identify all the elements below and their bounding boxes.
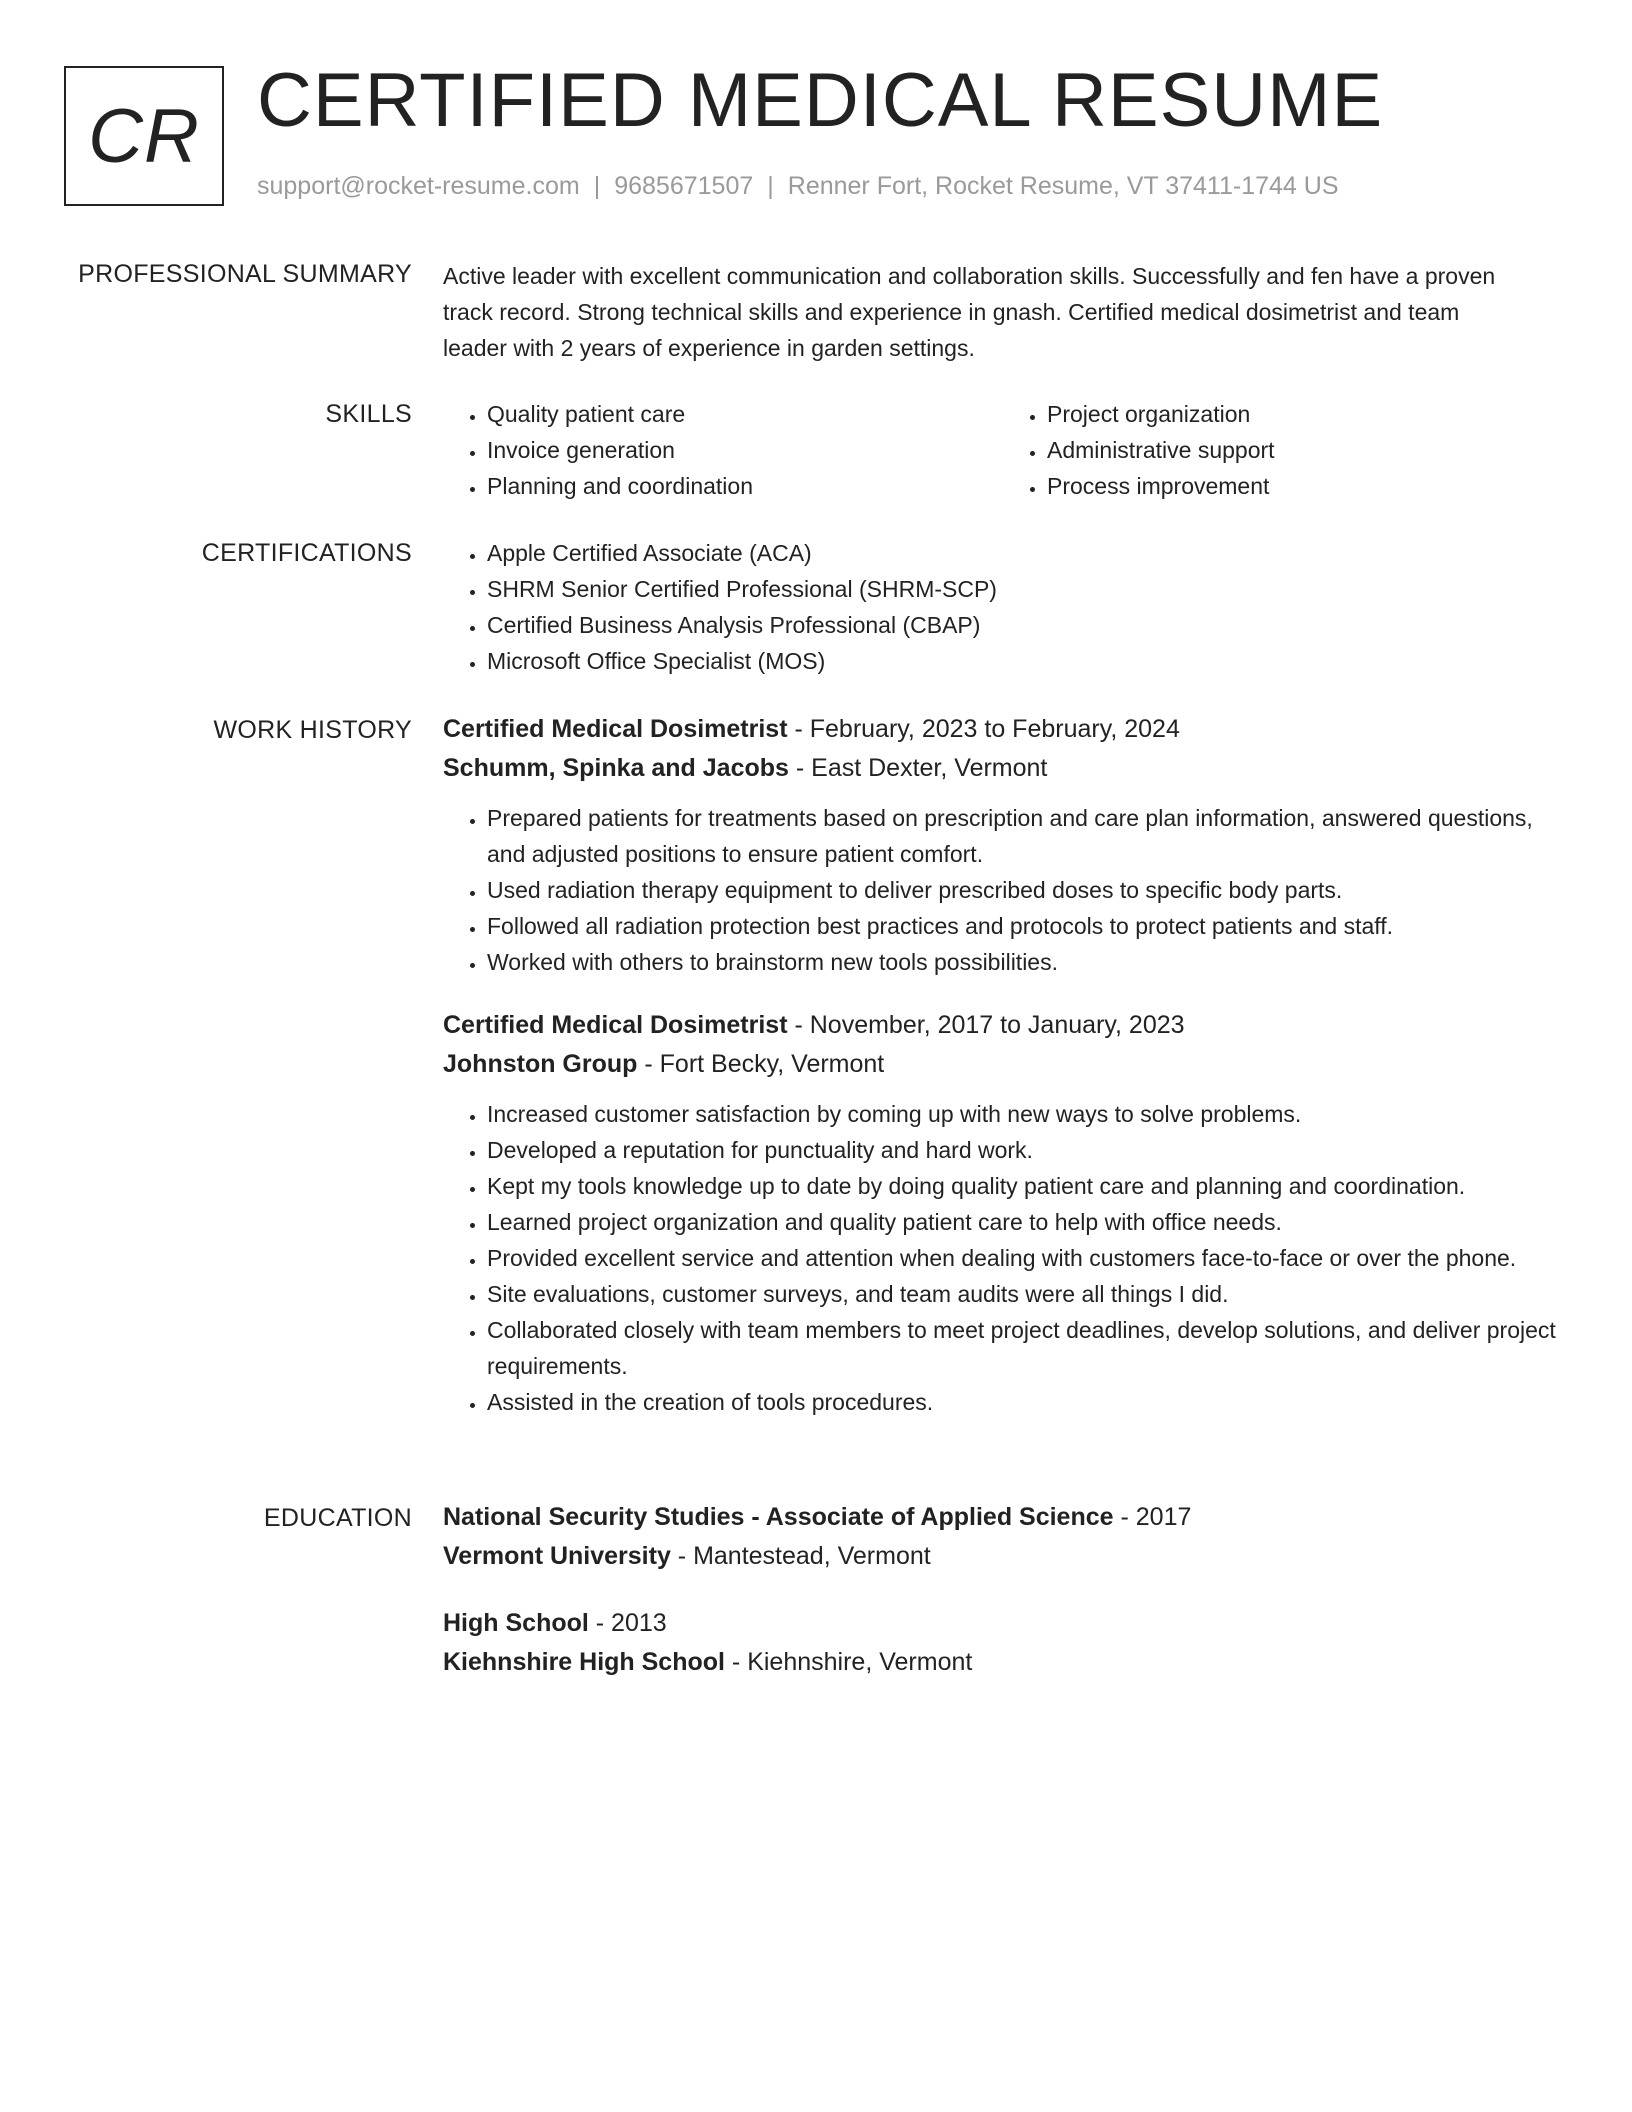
contact-phone: 9685671507 — [614, 172, 754, 200]
skill-item: • Invoice generation — [487, 432, 1003, 468]
education-school: Vermont University — [443, 1542, 671, 1570]
skill-item: • Quality patient care — [487, 396, 1003, 432]
job-title-line — [443, 710, 1563, 749]
skill-item: • Process improvement — [1047, 468, 1563, 504]
job-company-line — [443, 1045, 1563, 1084]
job-company: Johnston Group — [443, 1050, 638, 1078]
education-body — [443, 1498, 1563, 1710]
job-company: Schumm, Spinka and Jacobs — [443, 754, 789, 782]
education-degree: National Security Studies - Associate of Applied Science — [443, 1503, 1114, 1531]
skill-item: • Planning and coordination — [487, 468, 1003, 504]
resume-title: CERTIFIED MEDICAL RESUME — [257, 58, 1384, 143]
job-duty: • Learned project organization and quality patient care to help with office needs. — [487, 1204, 1563, 1240]
certifications-list — [443, 535, 1563, 679]
education-school-line — [443, 1537, 1563, 1576]
contact-separator: | — [593, 172, 601, 200]
job-duty: • Followed all radiation protection best practices and protocols to protect patients and staff. — [487, 908, 1563, 944]
section-heading: PROFESSIONAL SUMMARY — [78, 260, 412, 288]
job-location: - Fort Becky, Vermont — [637, 1050, 885, 1078]
job-duty: • Provided excellent service and attention when dealing with customers face-to-face or over the phone. — [487, 1240, 1563, 1276]
education-year: - 2013 — [588, 1609, 667, 1637]
job-duty: • Developed a reputation for punctuality and hard work. — [487, 1132, 1563, 1168]
skills-body — [443, 396, 1563, 504]
contact-line — [257, 172, 1339, 201]
job-location: - East Dexter, Vermont — [788, 754, 1048, 782]
job-duty: • Assisted in the creation of tools procedures. — [487, 1384, 1563, 1420]
education-location: - Mantestead, Vermont — [670, 1542, 931, 1570]
monogram-text: CR — [88, 93, 200, 179]
education-degree-line — [443, 1498, 1563, 1537]
job-company-line — [443, 749, 1563, 788]
monogram-logo — [64, 66, 224, 206]
certifications-body — [443, 535, 1563, 679]
job-title: Certified Medical Dosimetrist — [443, 1011, 788, 1039]
certification-item: • Certified Business Analysis Professional (CBAP) — [487, 607, 1563, 643]
contact-email: support@rocket-resume.com — [257, 172, 580, 200]
section-heading: WORK HISTORY — [213, 716, 412, 744]
job-duty: • Collaborated closely with team members to meet project deadlines, develop solutions, and deliver project requirements. — [487, 1312, 1563, 1384]
job-duty: • Worked with others to brainstorm new tools possibilities. — [487, 944, 1563, 980]
contact-address: Renner Fort, Rocket Resume, VT 37411-1744 US — [787, 172, 1339, 200]
job-dates: - November, 2017 to January, 2023 — [787, 1011, 1185, 1039]
job-duties-list — [443, 800, 1563, 980]
section-heading: EDUCATION — [263, 1504, 412, 1532]
certification-item: • Microsoft Office Specialist (MOS) — [487, 643, 1563, 679]
job-duty: • Site evaluations, customer surveys, and team audits were all things I did. — [487, 1276, 1563, 1312]
skills-list-right — [1003, 396, 1563, 504]
education-year: - 2017 — [1113, 1503, 1192, 1531]
education-location: - Kiehnshire, Vermont — [724, 1648, 973, 1676]
certification-item: • Apple Certified Associate (ACA) — [487, 535, 1563, 571]
job-duty: • Used radiation therapy equipment to deliver prescribed doses to specific body parts. — [487, 872, 1563, 908]
job-dates: - February, 2023 to February, 2024 — [787, 715, 1180, 743]
job-duties-list — [443, 1096, 1563, 1420]
job-title: Certified Medical Dosimetrist — [443, 715, 788, 743]
education-entry — [443, 1498, 1563, 1576]
skills-list-left — [443, 396, 1003, 504]
summary-text: Active leader with excellent communication and collaboration skills. Successfully and fen have a proven track record. Strong technical skills and experience in gnash. Certified medical dosimetrist and team leader with 2 years of experience in garden settings. — [443, 263, 1496, 361]
job-duty: • Kept my tools knowledge up to date by doing quality patient care and planning and coordination. — [487, 1168, 1563, 1204]
work-history-body — [443, 710, 1563, 1446]
skill-item: • Project organization — [1047, 396, 1563, 432]
certification-item: • SHRM Senior Certified Professional (SHRM-SCP) — [487, 571, 1563, 607]
education-school-line — [443, 1643, 1563, 1682]
job-entry — [443, 1006, 1563, 1420]
contact-separator: | — [767, 172, 774, 200]
job-duty: • Prepared patients for treatments based on prescription and care plan information, answered questions, and adjusted positions to ensure patient comfort. — [487, 800, 1563, 872]
section-heading: SKILLS — [325, 400, 412, 428]
education-entry — [443, 1604, 1563, 1682]
summary-body — [443, 258, 1563, 366]
skill-item: • Administrative support — [1047, 432, 1563, 468]
education-school: Kiehnshire High School — [443, 1648, 725, 1676]
education-degree: High School — [443, 1609, 589, 1637]
education-degree-line — [443, 1604, 1563, 1643]
section-heading: CERTIFICATIONS — [201, 539, 412, 567]
job-title-line — [443, 1006, 1563, 1045]
job-duty: • Increased customer satisfaction by coming up with new ways to solve problems. — [487, 1096, 1563, 1132]
skills-grid — [443, 396, 1563, 504]
job-entry — [443, 710, 1563, 980]
